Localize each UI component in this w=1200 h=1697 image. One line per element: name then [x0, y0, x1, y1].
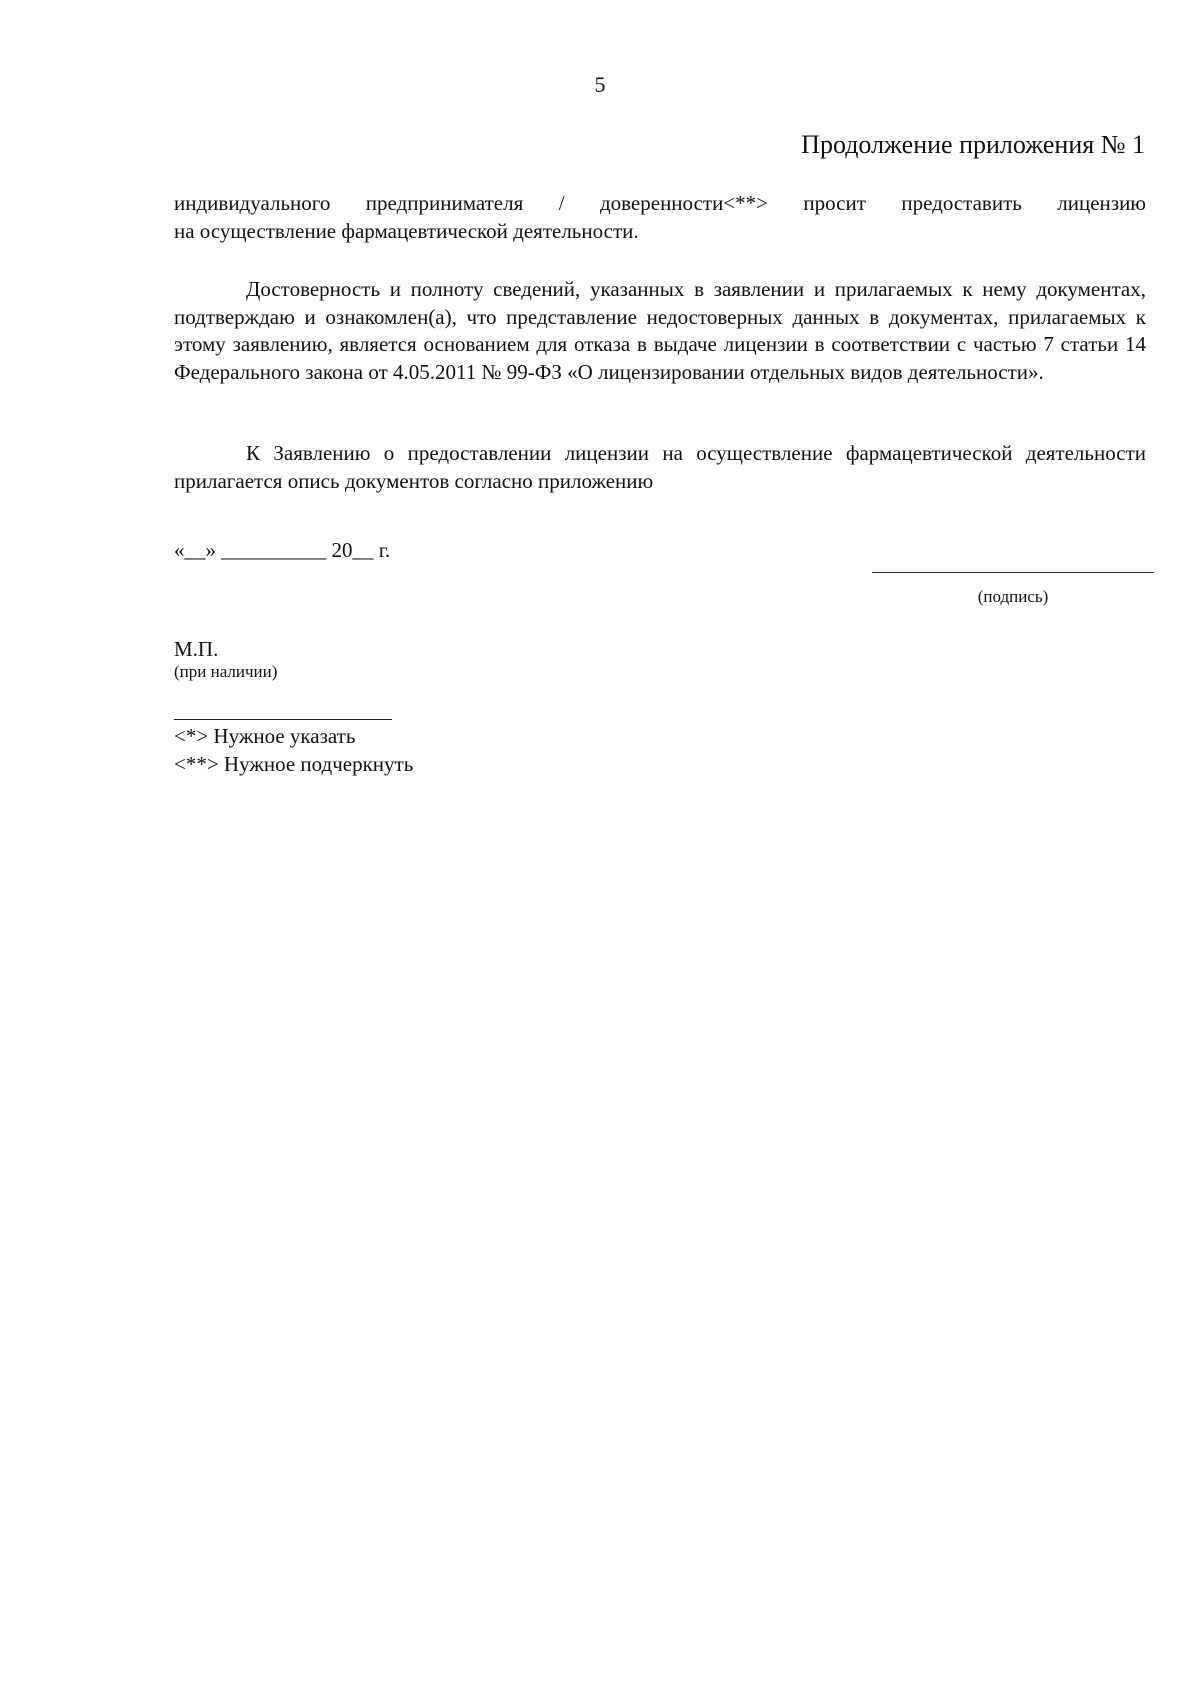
signature-line	[872, 572, 1154, 573]
date-line: «__» __________ 20__ г.	[174, 538, 391, 562]
footnote-underline: <**> Нужное подчеркнуть	[174, 752, 414, 776]
paragraph-accuracy-confirmation: Достоверность и полноту сведений, указанных в заявлении и прилагаемых к нему документах, подтверждаю и ознакомлен(а), что представление недостоверных данных в документах, прилагаемых к этому заявлению, является основанием для отказа в выдаче лицензии в соответствии с частью 7 статьи 14 Федерального закона от 4.05.2011 № 99-ФЗ «О лицензировании отдельных видов деятельности».	[174, 277, 1146, 384]
stamp-label: М.П.	[174, 637, 219, 661]
appendix-continuation-heading: Продолжение приложения № 1	[801, 130, 1145, 159]
paragraph-line: индивидуального предпринимателя / доверенности<**> просит предоставить лицензию	[174, 191, 1146, 215]
paragraph-attachments: К Заявлению о предоставлении лицензии на осуществление фармацевтической деятельности прилагается опись документов согласно приложению	[174, 441, 1146, 493]
page-number: 5	[594, 72, 606, 97]
paragraph-line: на осуществление фармацевтической деятельности.	[174, 218, 639, 243]
footnote-specify: <*> Нужное указать	[174, 724, 356, 748]
signature-caption: (подпись)	[977, 587, 1049, 606]
paragraph-applicant-request	[174, 190, 1146, 245]
footnote-divider	[174, 719, 392, 720]
stamp-note: (при наличии)	[174, 662, 278, 681]
